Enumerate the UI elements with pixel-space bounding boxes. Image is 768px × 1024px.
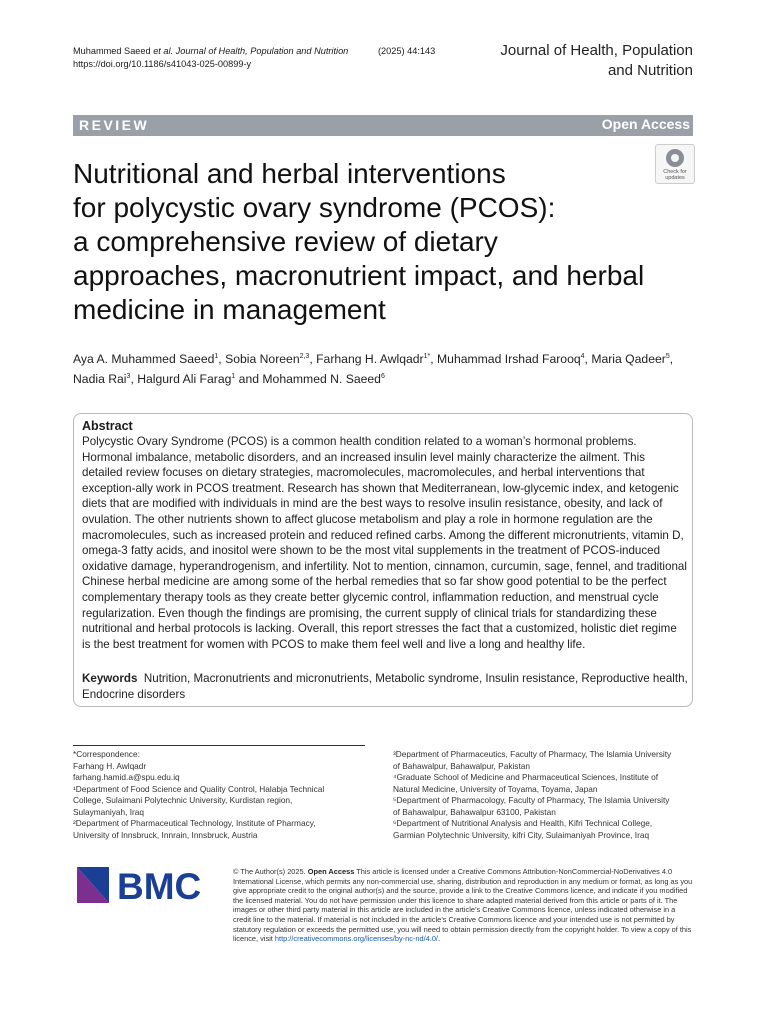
author-affiliation-ref: 6 xyxy=(380,373,385,381)
check-updates-line2: updates xyxy=(665,175,685,181)
license-end: . xyxy=(437,934,441,944)
copyright: © The Author(s) 2025. xyxy=(233,867,308,876)
header-volume: (2025) 44:143 xyxy=(378,46,436,56)
license-text xyxy=(233,867,695,944)
author-affiliation-ref: 4 xyxy=(580,353,585,360)
correspondence-name: Farhang H. Awlqadr xyxy=(73,760,147,771)
keywords-label: Keywords xyxy=(82,672,138,685)
correspondence-email[interactable]: farhang.hamid.a@spu.edu.iq xyxy=(73,772,180,782)
author: Nadia Rai$^3$ xyxy=(73,372,131,387)
footnotes-right xyxy=(393,749,673,841)
license-link[interactable]: http://creativecommons.org/licenses/by-nc-nd/4.0/ xyxy=(274,934,438,944)
journal-name-line1: Journal of Health, Population xyxy=(500,42,693,59)
author-affiliation-ref: 5 xyxy=(665,353,670,360)
author-affiliation-ref: 1 xyxy=(214,353,219,360)
journal-name-line2: and Nutrition xyxy=(607,62,693,79)
abstract-text: Polycystic Ovary Syndrome (PCOS) is a common health condition related to a woman’s hormonal problems. Hormonal imbalance, metabolic disorders, and an increased insulin level mainly characterize the ailment. This detailed review focuses on dietary strategies, macromolecules, macromolecules, and herbal interventions that exception-ally work in PCOS treatment. Research has shown that Mediterranean, low-glycemic index, and ketogenic diets that are modified with individuals in mind are the best ways to resolve insulin resistance, obesity, and lack of ovulation. The other nutrients shown to affect glucose metabolism and play a role in hormone regulation are the macromolecules, such as increased protein and reduced refined carbs. Among the different micronutrients, vitamin D, omega-3 fatty acids, and inositol were shown to be the most vital supplements in the treatment of PCOS-induced oxidative damage, hyperandrogenism, and infertility. Not to mention, cinnamon, curcumin, sage, fennel, and traditional Chinese herbal medicine are among some of the herbal remedies that so far show good potential to be the perfect complementary therapy tools as they create better glycemic control, inflammation reduction, and menstrual cycle regularization. Even though the findings are promising, the current supply of clinical trials for standardizing these nutritional and herbal protocols is lacking. Overall, this report stresses the fact that a customized, holistic diet regime is the best treatment for women with PCOS to make them feel well and live a long and healthy life. xyxy=(82,435,687,651)
affiliation: ¹Department of Food Science and Quality Control, Halabja Technical College, Sulaimani Polytechnic University, Kurdistan region, Sulaymaniyah, Iraq xyxy=(73,783,325,817)
author-affiliation-ref: 1 xyxy=(231,373,236,381)
review-banner xyxy=(73,115,693,136)
article-title xyxy=(73,157,663,327)
bmc-logo-text: BMC xyxy=(117,866,202,905)
header-authors: Muhammed Saeed xyxy=(73,46,154,56)
affiliation: ⁶Department of Nutritional Analysis and Health, Kifri Technical College, Garmian Polytechnic University, kifri City, Sulaimaniyah Province, Iraq xyxy=(393,818,653,840)
author-affiliation-ref: 2,3 xyxy=(299,353,310,360)
affiliation: ³Department of Pharmaceutics, Faculty of Pharmacy, The Islamia University of Bahawalpur, Bahawalpur, Pakistan xyxy=(393,749,672,771)
open-access-inline: Open Access xyxy=(307,867,355,876)
journal-name xyxy=(500,41,693,81)
bmc-logo xyxy=(75,865,215,905)
author-affiliation-ref: 1* xyxy=(423,353,431,360)
author: Halgurd Ali Farag$^1$ xyxy=(137,372,236,387)
title-line: for polycystic ovary syndrome (PCOS): xyxy=(73,192,556,223)
header-doi[interactable]: https://doi.org/10.1186/s41043-025-00899-y xyxy=(73,59,252,69)
author: Mohammed N. Saeed$^6$ xyxy=(262,372,385,387)
author: Sobia Noreen$^{2,3}$ xyxy=(225,352,310,367)
author-list: Aya A. Muhammed Saeed$^1$, Sobia Noreen$^{2,3}$, Farhang H. Awlqadr$^{1*}$, Muhammad Irshad Farooq$^4$, Maria Qadeer$^5$, Nadia Rai$^3$, Halgurd Ali Farag$^1$ and Mohammed N. Saeed$^6$ xyxy=(73,352,674,387)
author: Aya A. Muhammed Saeed$^1$ xyxy=(73,352,219,367)
keywords-text: Nutrition, Macronutrients and micronutrients, Metabolic syndrome, Insulin resistance, Reproductive health, Endocrine disorders xyxy=(82,672,688,701)
affiliation: ⁴Graduate School of Medicine and Pharmaceutical Sciences, Institute of Natural Medicine, University of Toyama, Toyama, Japan xyxy=(393,772,659,794)
abstract-heading: Abstract xyxy=(82,419,133,433)
footnote-divider xyxy=(73,745,365,746)
author: Farhang H. Awlqadr$^{1*}$ xyxy=(316,352,431,367)
check-updates-line1: Check for xyxy=(663,169,687,175)
open-access-label: Open Access xyxy=(601,116,690,132)
keywords xyxy=(82,671,688,702)
section-label: REVIEW xyxy=(79,117,150,133)
author-affiliation-ref: 3 xyxy=(126,373,131,381)
check-updates-text xyxy=(663,169,687,181)
author: Maria Qadeer$^5$ xyxy=(591,352,670,367)
header-journal-citation: et al. Journal of Health, Population and Nutrition xyxy=(153,46,349,56)
license-body: This article is licensed under a Creative Commons Attribution-NonCommercial-NoDerivatives 4.0 International License, which permits any non-commercial use, sharing, distribution and reproduction in any medium or format, as long as you give appropriate credit to the original author(s) and the source, provide a link to the Creative Commons licence, and indicate if you modified the licensed material. You do not have permission under this licence to share adapted material derived from this article or parts of it. The images or other third party material in this article are included in the article’s Creative Commons licence, unless indicated otherwise in a credit line to the material. If material is not included in the article’s Creative Commons licence and your intended use is not permitted by statutory regulation or exceeds the permitted use, you will need to obtain permission directly from the copyright holder. To view a copy of this licence, visit xyxy=(233,867,693,944)
title-line: medicine in management xyxy=(73,294,386,325)
title-line: a comprehensive review of dietary xyxy=(73,226,498,257)
title-line: Nutritional and herbal interventions xyxy=(73,158,506,189)
footnotes-left xyxy=(73,749,348,841)
title-line: approaches, macronutrient impact, and herbal xyxy=(73,260,645,291)
author: Muhammad Irshad Farooq$^4$ xyxy=(437,352,585,367)
check-updates-icon xyxy=(666,149,684,167)
running-header xyxy=(73,45,348,58)
correspondence-label: *Correspondence: xyxy=(73,749,140,759)
affiliation: ⁵Department of Pharmacology, Faculty of Pharmacy, The Islamia University of Bahawalpur, Bahawalpur 63100, Pakistan xyxy=(393,795,670,817)
affiliation: ²Department of Pharmaceutical Technology, Institute of Pharmacy, University of Innsbruck, Innrain, Innsbruck, Austria xyxy=(73,818,316,840)
